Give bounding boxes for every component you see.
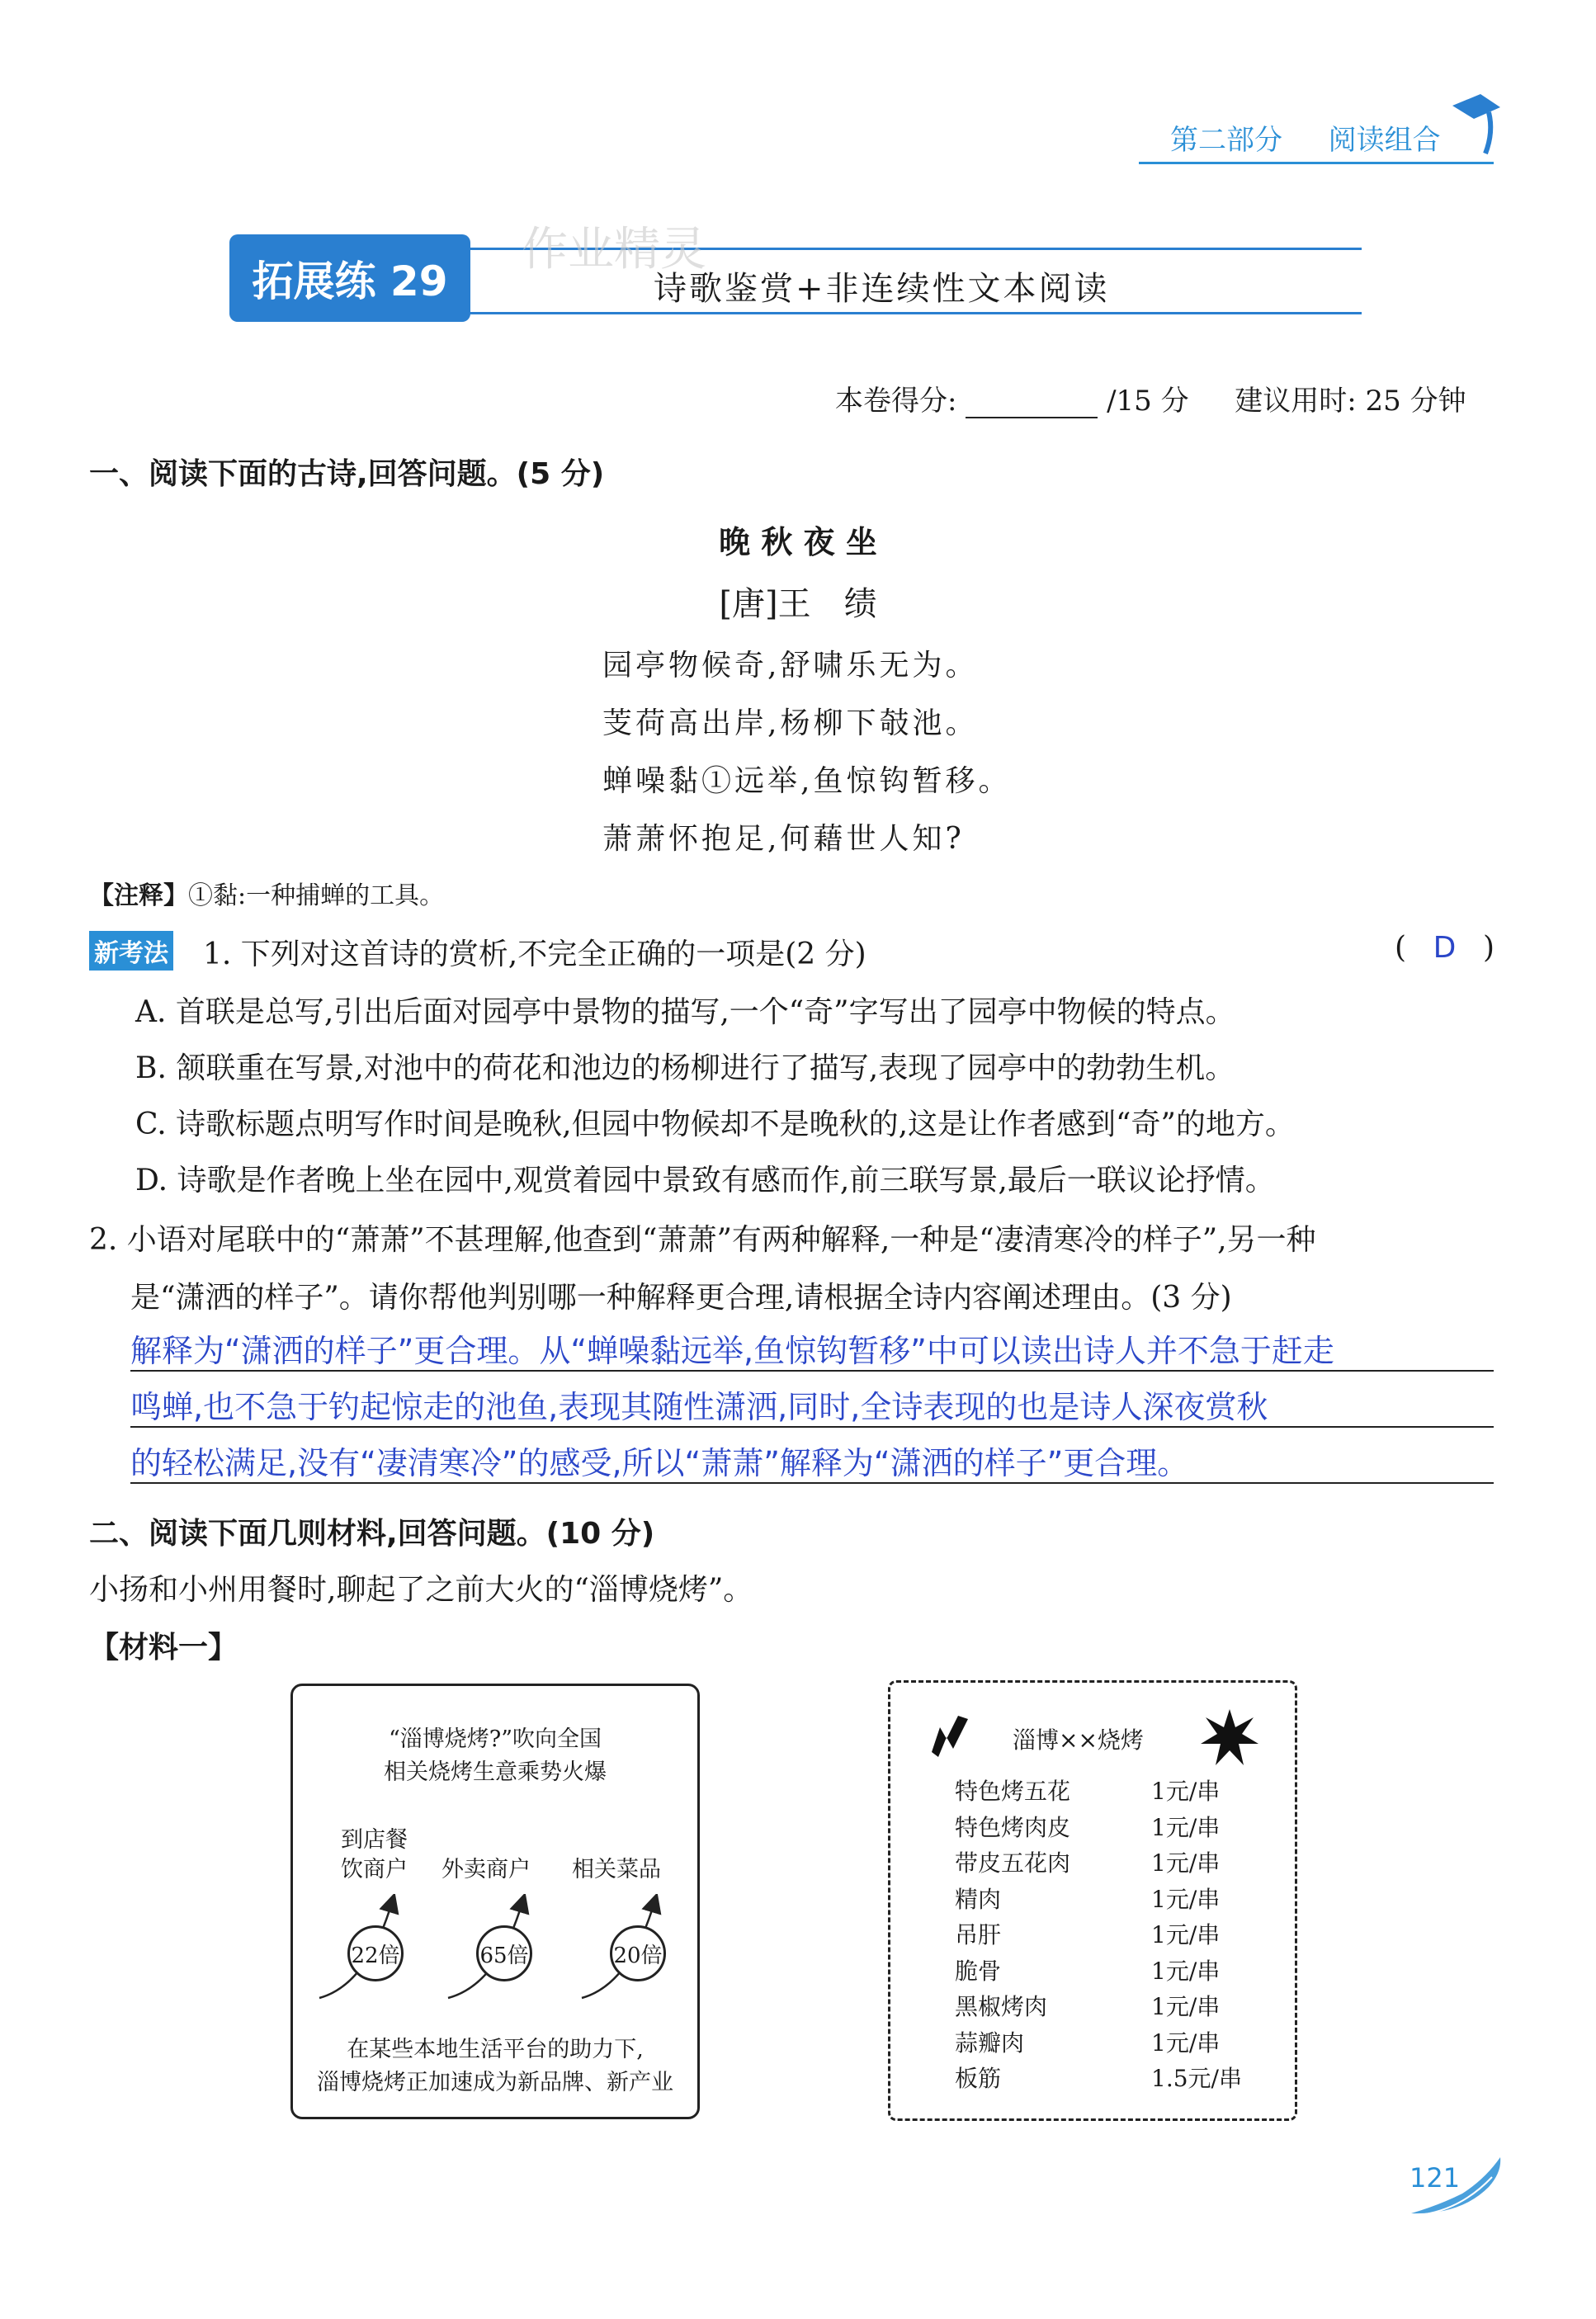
menu-item-name: 带皮五花肉 xyxy=(955,1849,1071,1877)
menu-item-name: 精肉 xyxy=(955,1885,1002,1913)
infographic-footer-line2: 淄博烧烤正加速成为新品牌、新产业 xyxy=(317,2070,673,2095)
menu-item-price: 1元/串 xyxy=(1151,1849,1221,1877)
header-subsection-title: 阅读组合 xyxy=(1328,124,1441,157)
q2-answer-line[interactable]: 鸣蝉,也不急于钓起惊走的池鱼,表现其随性潇洒,同时,全诗表现的也是诗人深夜赏秋 xyxy=(130,1389,1268,1425)
menu-box xyxy=(888,1680,1297,2121)
score-line xyxy=(835,378,1466,418)
time-value: 25 分钟 xyxy=(1365,385,1466,418)
q1-option-c: C. 诗歌标题点明写作时间是晚秋,但园中物候却不是晚秋的,这是让作者感到“奇”的地方。 xyxy=(135,1108,1295,1141)
menu-item-price: 1元/串 xyxy=(1151,1957,1221,1985)
menu-item-name: 吊肝 xyxy=(955,1921,1002,1948)
q2-answer-line[interactable]: 解释为“潇洒的样子”更合理。从“蝉噪黏远举,鱼惊钩暂移”中可以读出诗人并不急于赶走 xyxy=(130,1333,1334,1369)
poem-line: 萧萧怀抱足,何藉世人知? xyxy=(602,822,965,856)
menu-item-price: 1.5元/串 xyxy=(1151,2065,1242,2092)
note-text: ①黏:一种捕蝉的工具。 xyxy=(188,881,445,910)
poem-line: 蝉噪黏①远举,鱼惊钩暂移。 xyxy=(602,764,1012,798)
q1-option-b: B. 颔联重在写景,对池中的荷花和池边的杨柳进行了描写,表现了园亭中的勃勃生机。 xyxy=(135,1051,1235,1085)
menu-item-name: 脆骨 xyxy=(955,1957,1002,1985)
menu-item-price: 1元/串 xyxy=(1151,1778,1221,1805)
exercise-badge: 拓展练 29 xyxy=(229,234,470,322)
feather-icon xyxy=(1403,2154,1510,2220)
category-1-line2: 饮商户 xyxy=(341,1857,408,1882)
header-section xyxy=(1170,117,1441,158)
score-blank[interactable] xyxy=(966,392,1098,418)
note-label: 【注释】 xyxy=(89,881,188,910)
growth-value-2-text: 65倍 xyxy=(479,1943,529,1968)
menu-item-name: 特色烤肉皮 xyxy=(955,1813,1071,1841)
bracket-open: ( xyxy=(1395,931,1407,965)
time-label: 建议用时: xyxy=(1235,385,1357,418)
growth-value-1 xyxy=(347,1925,404,1981)
menu-item-name: 蒜瓣肉 xyxy=(955,2029,1025,2057)
category-3: 相关菜品 xyxy=(572,1857,661,1882)
watermark: 作业精灵 xyxy=(522,223,706,276)
answer-rule xyxy=(130,1482,1494,1484)
poem-author: [唐]王 绩 xyxy=(719,585,877,623)
menu-item-name: 特色烤五花 xyxy=(955,1778,1071,1805)
q1-answer-bracket xyxy=(1395,931,1494,965)
part1-heading: 一、阅读下面的古诗,回答问题。(5 分) xyxy=(89,457,605,491)
growth-value-2 xyxy=(476,1925,532,1981)
part2-heading: 二、阅读下面几则材料,回答问题。(10 分) xyxy=(89,1517,655,1551)
part2-intro: 小扬和小州用餐时,聊起了之前大火的“淄博烧烤”。 xyxy=(89,1573,753,1607)
infographic-box xyxy=(290,1684,700,2119)
page-number: 121 xyxy=(1409,2162,1461,2194)
score-label: 本卷得分: xyxy=(835,385,957,418)
q1-option-a: A. 首联是总写,引出后面对园亭中景物的描写,一个“奇”字写出了园亭中物候的特点。 xyxy=(135,995,1235,1029)
poem-line: 园亭物候奇,舒啸乐无为。 xyxy=(602,649,979,682)
menu-item-name: 黑椒烤肉 xyxy=(955,1993,1048,2020)
exercise-subtitle: 诗歌鉴赏+非连续性文本阅读 xyxy=(654,270,1110,308)
q1-answer[interactable]: D xyxy=(1433,931,1457,965)
answer-rule xyxy=(130,1370,1494,1372)
infographic-footer-line1: 在某些本地生活平台的助力下, xyxy=(347,2037,644,2062)
starburst-icon xyxy=(1199,1707,1260,1769)
graduation-cap-icon xyxy=(1452,91,1502,157)
menu-item-price: 1元/串 xyxy=(1151,1921,1221,1948)
poem-title: 晚 秋 夜 坐 xyxy=(719,524,877,560)
lightning-icon xyxy=(925,1711,975,1760)
menu-item-price: 1元/串 xyxy=(1151,1993,1221,2020)
q1-stem: 1. 下列对这首诗的赏析,不完全正确的一项是(2 分) xyxy=(203,938,866,971)
q2-stem-line1: 2. 小语对尾联中的“萧萧”不甚理解,他查到“萧萧”有两种解释,一种是“凄清寒冷的样子”,另一种 xyxy=(89,1223,1316,1257)
q2-stem-line2: 是“潇洒的样子”。请你帮他判别哪一种解释更合理,请根据全诗内容阐述理由。(3 分) xyxy=(130,1281,1232,1315)
q1-option-d: D. 诗歌是作者晚上坐在园中,观赏着园中景致有感而作,前三联写景,最后一联议论抒情。 xyxy=(135,1164,1275,1197)
infographic-title-line2: 相关烧烤生意乘势火爆 xyxy=(384,1759,607,1785)
infographic-title-line1: “淄博烧烤?”吹向全国 xyxy=(388,1726,602,1752)
menu-item-price: 1元/串 xyxy=(1151,2029,1221,2057)
header-section-title: 第二部分 xyxy=(1170,124,1282,157)
menu-item-price: 1元/串 xyxy=(1151,1813,1221,1841)
new-method-tag: 新考法 xyxy=(89,931,173,971)
category-2: 外卖商户 xyxy=(441,1857,531,1882)
header-rule xyxy=(1139,162,1494,164)
category-1-line1: 到店餐 xyxy=(341,1827,408,1853)
note xyxy=(89,875,444,911)
growth-value-1-text: 22倍 xyxy=(351,1943,400,1968)
answer-rule xyxy=(130,1426,1494,1428)
menu-item-name: 板筋 xyxy=(955,2065,1002,2092)
title-rule-bottom xyxy=(470,312,1362,314)
bracket-close: ) xyxy=(1482,931,1494,965)
q2-answer-line[interactable]: 的轻松满足,没有“凄清寒冷”的感受,所以“萧萧”解释为“潇洒的样子”更合理。 xyxy=(130,1445,1189,1481)
poem-line: 芰荷高出岸,杨柳下攲池。 xyxy=(602,706,979,740)
menu-title: 淄博××烧烤 xyxy=(1013,1726,1144,1754)
score-total: /15 分 xyxy=(1107,385,1189,418)
growth-value-3-text: 20倍 xyxy=(613,1943,663,1968)
material1-label: 【材料一】 xyxy=(89,1631,238,1665)
menu-item-price: 1元/串 xyxy=(1151,1885,1221,1913)
growth-value-3 xyxy=(610,1925,666,1981)
